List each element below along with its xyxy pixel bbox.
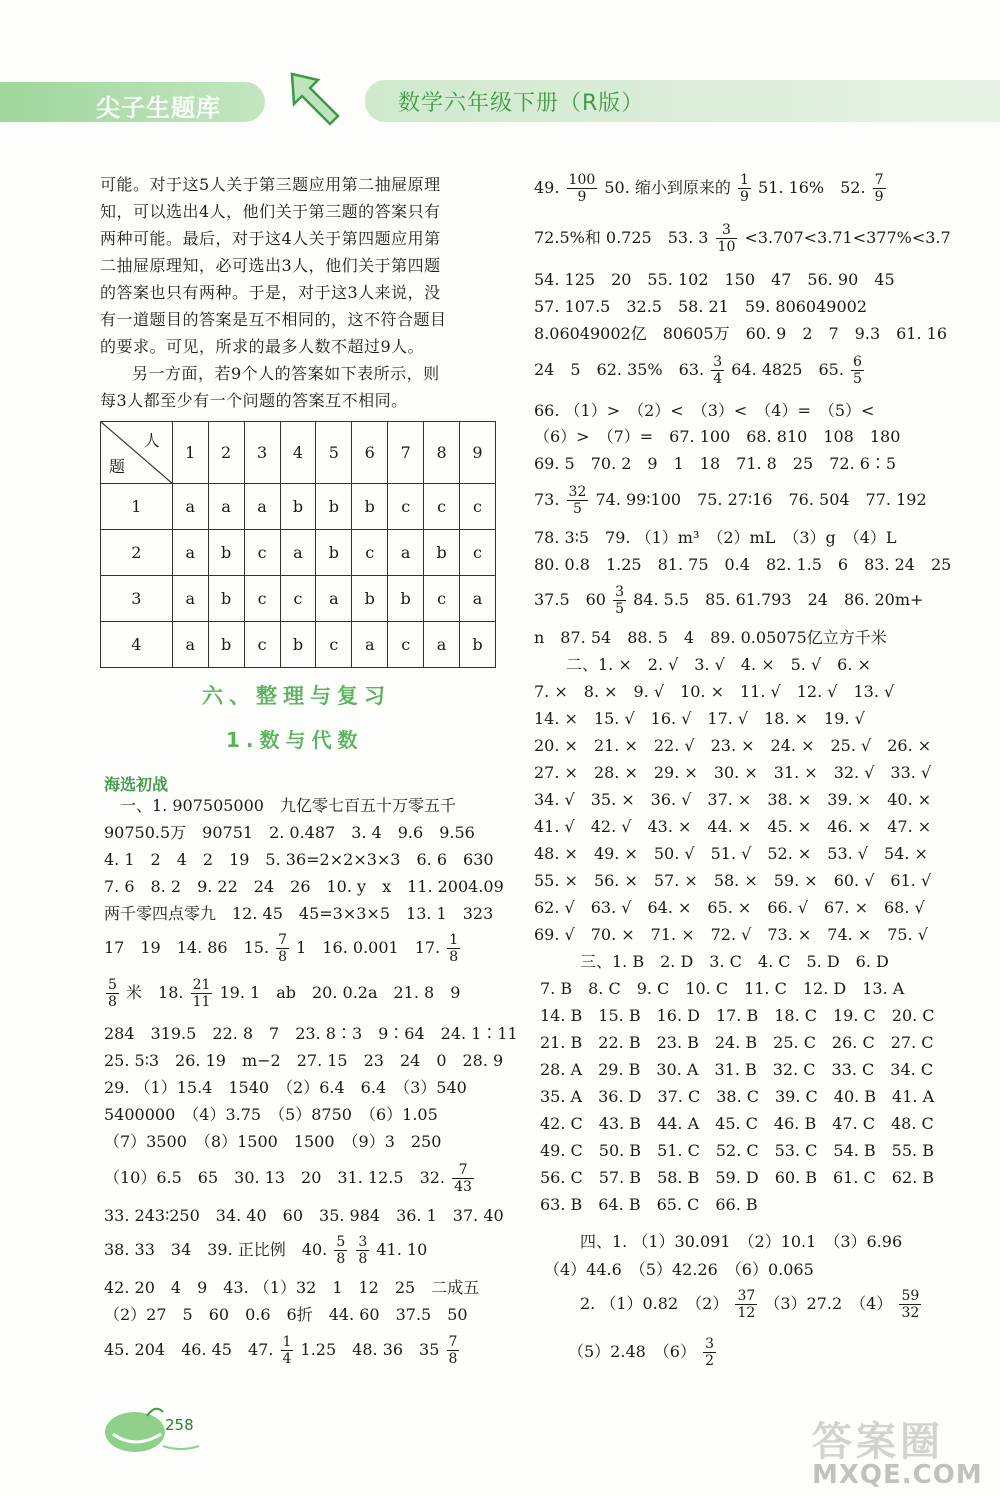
table-row <box>101 530 496 576</box>
answer-line: 33. 243∶250 34. 40 60 35. 984 36. 1 37. 40 <box>104 1206 504 1225</box>
arrow-icon <box>288 70 344 128</box>
question-cell: 2 <box>101 530 173 576</box>
fraction: $\frac{32}{5}$ <box>568 484 587 517</box>
brand-name: 尖子生题库 <box>96 94 221 122</box>
judge-line: 14. × 15. √ 16. √ 17. √ 18. × 19. √ <box>534 709 865 728</box>
table-cell: b <box>280 484 316 530</box>
table-cell: c <box>316 622 352 668</box>
answer-line: 284 319.5 22. 8 7 23. 8∶3 9∶64 24. 1∶11 <box>104 1024 518 1043</box>
answer-line: 24 5 62. 35% 63. $\frac{3}{4}$ 64. 4825 65. $\frac{6}{5}$ <box>534 354 862 387</box>
answer-line: 80. 0.8 1.25 81. 75 0.4 82. 1.5 6 83. 24 25 <box>534 555 952 574</box>
calc-line: 2. （1）0.82 （2） $\frac{37}{12}$ （3）27.2 （4） $\frac{59}{32}$ <box>580 1288 920 1321</box>
fraction: $\frac{5}{8}$ <box>336 1234 346 1267</box>
fraction: $\frac{6}{5}$ <box>853 354 862 387</box>
choice-line: 56. C 57. B 58. B 59. D 60. B 61. C 62. B <box>540 1168 935 1187</box>
answer-line: 49. $\frac{100}{9}$ 50. 缩小到原来的 $\frac{1}{9}$ 51. 16% 52. $\frac{7}{9}$ <box>534 172 884 205</box>
table-row <box>101 576 496 622</box>
fraction: $\frac{37}{12}$ <box>737 1288 756 1321</box>
table-cell: c <box>460 530 496 576</box>
table-cell: a <box>244 484 280 530</box>
table-cell: c <box>388 484 424 530</box>
table-header-cell: 3 <box>244 422 280 484</box>
choice-line: 49. C 50. B 51. C 52. C 53. C 54. B 55. B <box>540 1141 934 1160</box>
table-cell: b <box>316 530 352 576</box>
answer-line: 45. 204 46. 45 47. $\frac{1}{4}$ 1.25 48. 36 35 $\frac{7}{8}$ <box>104 1334 458 1367</box>
answer-line: n 87. 54 88. 5 4 89. 0.05075亿立方千米 <box>534 628 887 647</box>
table-cell: a <box>460 576 496 622</box>
book-title: 数学六年级下册（R版） <box>398 91 645 116</box>
text-line: 二抽屉原理知，必可选出3人，他们关于第四题 <box>100 256 441 275</box>
table-cell: a <box>424 622 460 668</box>
table-cell: a <box>172 576 208 622</box>
text-line: 两种可能。最后，对于这4人关于第四题应用第 <box>100 229 441 248</box>
fraction: $\frac{3}{2}$ <box>705 1336 715 1369</box>
judge-line: 48. × 49. × 50. √ 51. √ 52. × 53. √ 54. × <box>534 844 928 863</box>
fraction: $\frac{7}{8}$ <box>448 1334 458 1367</box>
table-cell: b <box>352 484 388 530</box>
fraction: $\frac{3}{10}$ <box>717 222 736 255</box>
fraction: $\frac{3}{5}$ <box>615 584 625 617</box>
fraction: $\frac{1}{9}$ <box>740 172 749 205</box>
choice-line: 14. B 15. B 16. D 17. B 18. C 19. C 20. C <box>540 1006 935 1025</box>
judge-line: 20. × 21. × 22. √ 23. × 24. × 25. √ 26. × <box>534 736 932 755</box>
answer-table <box>100 421 496 668</box>
choice-line: 21. B 22. B 23. B 24. B 25. C 26. C 27. C <box>540 1033 934 1052</box>
fraction: $\frac{3}{8}$ <box>358 1234 368 1267</box>
answer-line: $\frac{5}{8}$ 米 18. $\frac{21}{11}$ 19. 1 ab 20. 0.2a 21. 8 9 <box>108 977 461 1010</box>
fraction: $\frac{1}{8}$ <box>449 932 459 965</box>
choice-line: 63. B 64. B 65. C 66. B <box>540 1195 758 1214</box>
calc-line: （5）2.48 （6） $\frac{3}{2}$ <box>568 1336 715 1369</box>
table-cell: b <box>352 576 388 622</box>
table-cell: a <box>352 622 388 668</box>
choice-line: 35. A 36. D 37. C 38. C 39. C 40. B 41. A <box>540 1087 935 1106</box>
text-line: 另一方面，若9个人的答案如下表所示，则 <box>132 364 440 383</box>
answer-line: 37.5 60 $\frac{3}{5}$ 84. 5.5 85. 61.793 24 86. 20m+ <box>534 584 924 617</box>
table-cell: b <box>208 576 244 622</box>
fraction: $\frac{1}{4}$ <box>282 1334 292 1367</box>
table-cell: a <box>172 622 208 668</box>
fraction: $\frac{7}{43}$ <box>454 1162 472 1195</box>
question-cell: 1 <box>101 484 173 530</box>
question-cell: 4 <box>101 622 173 668</box>
table-row <box>101 622 496 668</box>
table-header-cell: 4 <box>280 422 316 484</box>
answer-line: 38. 33 34 39. 正比例 40. $\frac{5}{8}$ $\frac{3}{8}$ 41. 10 <box>104 1234 428 1267</box>
table-header-cell: 6 <box>352 422 388 484</box>
fraction: $\frac{7}{8}$ <box>278 932 288 965</box>
answer-line: 8.06049002亿 80605万 60. 9 2 7 9.3 61. 16 <box>534 324 948 343</box>
answer-line: 4. 1 2 4 2 19 5. 36=2×2×3×3 6. 6 630 <box>104 850 494 869</box>
fraction: $\frac{3}{4}$ <box>713 354 723 387</box>
answer-line: （2）27 5 60 0.6 6折 44. 60 37.5 50 <box>104 1305 468 1324</box>
calc-line: 四、1. （1）30.091 （2）10.1 （3）6.96 <box>580 1232 903 1251</box>
section-title: 六、整理与复习 <box>202 684 391 708</box>
table-cell: a <box>208 484 244 530</box>
table-cell: c <box>424 576 460 622</box>
choice-line: 三、1. B 2. D 3. C 4. C 5. D 6. D <box>580 952 889 971</box>
subsection-title: 1.数与代数 <box>226 728 364 752</box>
table-header-cell: 1 <box>172 422 208 484</box>
table-row <box>101 484 496 530</box>
judge-line: 二、1. × 2. √ 3. √ 4. × 5. √ 6. × <box>566 655 871 674</box>
fraction: $\frac{59}{32}$ <box>901 1288 920 1321</box>
table-cell: b <box>280 622 316 668</box>
text-line: 知，可以选出4人，他们关于第三题的答案只有 <box>100 202 441 221</box>
text-line: 的要求。可见，所求的最多人数不超过9人。 <box>100 337 425 356</box>
table-header-cell: 2 <box>208 422 244 484</box>
text-line: 有一道题目的答案是互不相同的，这不符合题目 <box>100 310 447 329</box>
part-label: 海选初战 <box>104 775 169 794</box>
corner-label-people: 人 <box>143 431 160 450</box>
table-cell: b <box>208 530 244 576</box>
judge-line: 69. √ 70. × 71. × 72. √ 73. × 74. × 75. √ <box>534 925 928 944</box>
question-cell: 3 <box>101 576 173 622</box>
table-corner-cell <box>101 422 173 484</box>
table-header-cell: 7 <box>388 422 424 484</box>
text-line: 每3人都至少有一个问题的答案互不相同。 <box>100 391 408 410</box>
text-line: 的答案也只有两种。于是，对于这3人来说，没 <box>100 283 441 302</box>
answer-line: （6）> （7）= 67. 100 68. 810 108 180 <box>534 427 901 446</box>
judge-line: 55. × 56. × 57. × 58. × 59. × 60. √ 61. √ <box>534 871 932 890</box>
table-cell: c <box>244 576 280 622</box>
answer-line: （7）3500 （8）1500 1500 （9）3 250 <box>104 1132 442 1151</box>
table-cell: a <box>316 576 352 622</box>
judge-line: 34. √ 35. × 36. √ 37. × 38. × 39. × 40. × <box>534 790 932 809</box>
answer-line: 90750.5万 90751 2. 0.487 3. 4 9.6 9.56 <box>104 823 475 842</box>
answer-line: 25. 5∶3 26. 19 m−2 27. 15 23 24 0 28. 9 <box>104 1051 504 1070</box>
table-cell: c <box>244 622 280 668</box>
table-cell: c <box>388 622 424 668</box>
answer-line: 两千零四点零九 12. 45 45=3×3×5 13. 1 323 <box>104 904 494 923</box>
choice-line: 7. B 8. C 9. C 10. C 11. C 12. D 13. A <box>540 979 905 998</box>
fraction: $\frac{5}{8}$ <box>108 977 117 1010</box>
table-header-cell: 8 <box>424 422 460 484</box>
answer-line: 73. $\frac{32}{5}$ 74. 99∶100 75. 27∶16 76. 504 77. 192 <box>534 484 927 517</box>
answer-line: 17 19 14. 86 15. $\frac{7}{8}$ 1 16. 0.001 17. $\frac{1}{8}$ <box>104 932 459 965</box>
watermark-url: MXQE.COM <box>812 1460 983 1490</box>
answer-line: 69. 5 70. 2 9 1 18 71. 8 25 72. 6∶5 <box>534 454 897 473</box>
table-cell: c <box>352 530 388 576</box>
text-line: 可能。对于这5人关于第三题应用第二抽屉原理 <box>100 175 441 194</box>
table-header-row <box>101 422 496 484</box>
calc-line: （4）44.6 （5）42.26 （6）0.065 <box>544 1260 814 1279</box>
answer-line: 78. 3∶5 79. （1）m³ （2）mL （3）g （4）L <box>534 528 897 547</box>
table-cell: c <box>424 484 460 530</box>
judge-line: 62. √ 63. √ 64. × 65. × 66. √ 67. × 68. √ <box>534 898 925 917</box>
table-cell: b <box>316 484 352 530</box>
choice-line: 42. C 43. B 44. A 45. C 46. B 47. C 48. C <box>540 1114 934 1133</box>
table-header-cell: 9 <box>460 422 496 484</box>
fraction: $\frac{100}{9}$ <box>568 172 596 205</box>
judge-line: 7. × 8. × 9. √ 10. × 11. √ 12. √ 13. √ <box>534 682 895 701</box>
table-cell: b <box>388 576 424 622</box>
answer-line: 7. 6 8. 2 9. 22 24 26 10. y x 11. 2004.09 <box>104 877 504 896</box>
answer-line: 57. 107.5 32.5 58. 21 59. 806049002 <box>534 297 868 316</box>
watermark-logo: 答案圈 <box>812 1419 944 1465</box>
answer-line: 42. 20 4 9 43. （1）32 1 12 25 二成五 <box>104 1278 480 1297</box>
table-cell: b <box>208 622 244 668</box>
answer-line: 54. 125 20 55. 102 150 47 56. 90 45 <box>534 270 895 289</box>
fraction: $\frac{7}{9}$ <box>874 172 884 205</box>
table-cell: b <box>460 622 496 668</box>
judge-line: 41. √ 42. √ 43. × 44. × 45. × 46. × 47. × <box>534 817 932 836</box>
table-cell: a <box>172 484 208 530</box>
answer-line: 一、1. 907505000 九亿零七百五十万零五千 <box>120 796 456 815</box>
judge-line: 27. × 28. × 29. × 30. × 31. × 32. √ 33. √ <box>534 763 932 782</box>
answer-line: 66. （1）> （2）< （3）< （4）= （5）< <box>534 401 875 420</box>
table-cell: a <box>280 530 316 576</box>
table-cell: c <box>280 576 316 622</box>
answer-line: （10）6.5 65 30. 13 20 31. 12.5 32. $\frac{7}{43}$ <box>104 1162 472 1195</box>
answer-line: 72.5%和 0.725 53. 3 $\frac{3}{10}$ <3.707<3.71<377%<3.7 <box>534 222 951 255</box>
table-cell: c <box>244 530 280 576</box>
table-cell: a <box>388 530 424 576</box>
page-header <box>0 70 1000 130</box>
table-cell: b <box>424 530 460 576</box>
table-cell: a <box>172 530 208 576</box>
choice-line: 28. A 29. B 30. A 31. B 32. C 33. C 34. C <box>540 1060 934 1079</box>
table-header-cell: 5 <box>316 422 352 484</box>
corner-label-question: 题 <box>109 457 126 476</box>
answer-line: 5400000 （4）3.75 （5）8750 （6）1.05 <box>104 1105 438 1124</box>
table-cell: c <box>460 484 496 530</box>
fraction: $\frac{21}{11}$ <box>192 977 211 1010</box>
page-number: 258 <box>165 1416 194 1434</box>
answer-line: 29. （1）15.4 1540 （2）6.4 6.4 （3）540 <box>104 1078 467 1097</box>
